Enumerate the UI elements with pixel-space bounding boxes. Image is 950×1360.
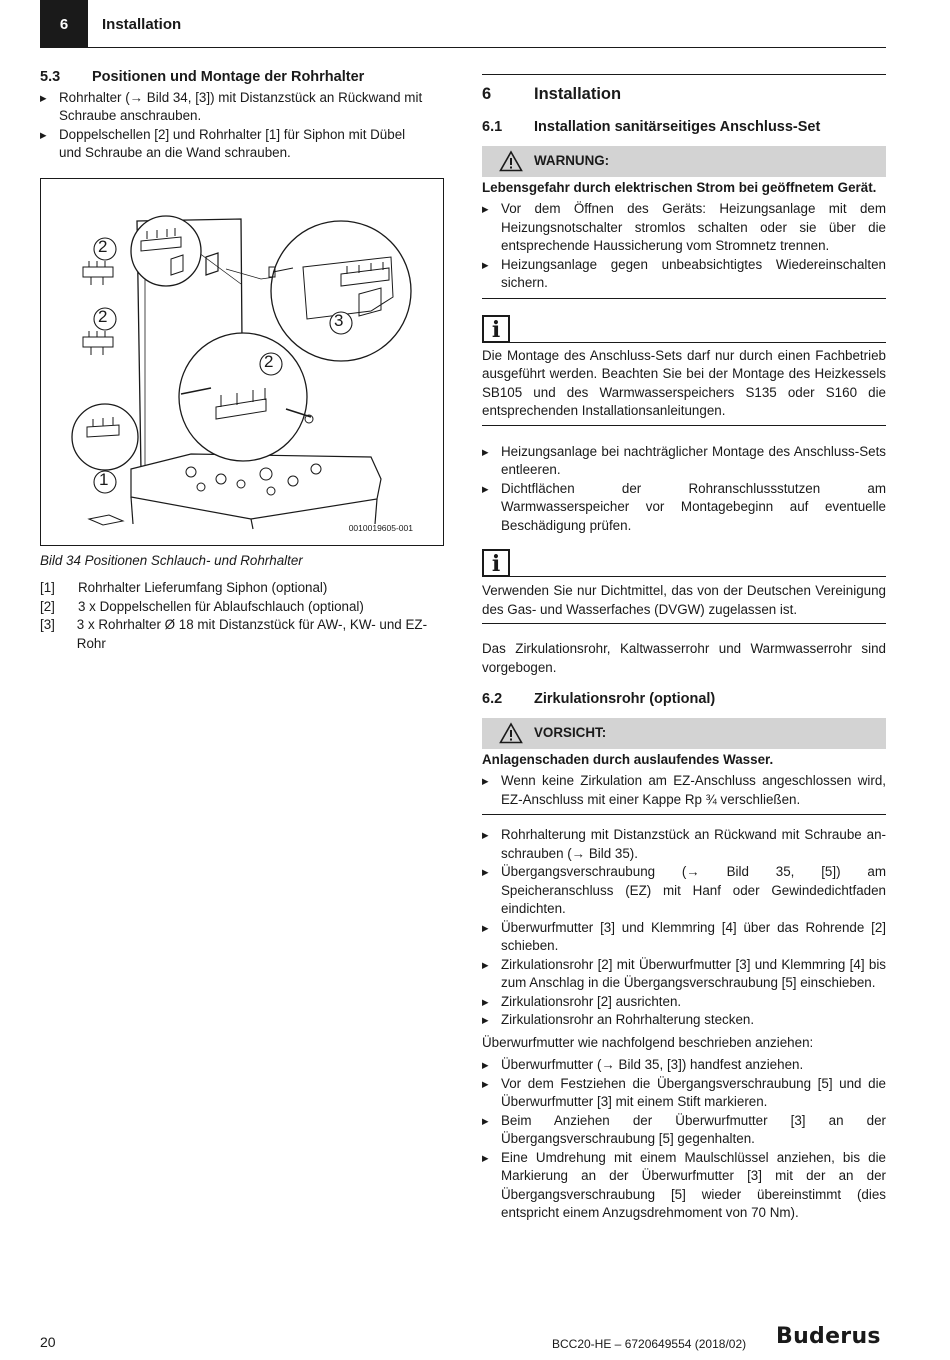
figure-caption: Bild 34 Positionen Schlauch- und Rohrhalter [40,553,303,568]
info-text: Die Montage des Anschluss-Sets darf nur durch einen Fachbetrieb ausgeführt werden. Beachten Sie bei der Montage des Heizkessels SB105 und des Warmwasserspeichers S135 oder S160 die entsprechenden Installationsanleitungen. [482,347,886,418]
caution-bar [482,718,886,749]
section-number: 6.2 [482,691,503,707]
legend-text: 3 x Doppelschellen für Ablaufschlauch (optional) [78,598,364,614]
info-text: Verwenden Sie nur Dichtmittel, das von der Deutschen Vereinigung des Gas- und Wasserfaches (DVGW) zugelassen ist. [482,583,886,617]
legend-key: [3] [40,617,55,632]
list-item: ▶ Beim Anziehen der Überwurfmutter [3] an der Übergangsverschraubung [5] gegenhalten. [482,1112,886,1149]
figure-34 [40,178,444,546]
legend-key: [2] [40,598,55,614]
list-item: ▶ Vor dem Festziehen die Übergangsverschraubung [5] und die Überwurfmutter [3] mit einem Stift markieren. [482,1075,886,1112]
bullet-list [482,826,886,1030]
section-number: 6.1 [482,119,503,135]
section-title: Positionen und Montage der Rohrhalter [92,69,365,85]
callout-1: 1 [99,470,109,489]
legend-row [40,598,444,617]
section-heading-6-2 [482,690,886,709]
warning-headline: Lebensgefahr durch elektrischen Strom bei geöffnetem Gerät. [482,179,877,195]
brand-logo: Buderus [776,1324,881,1349]
callout-2-a: 2 [98,237,108,256]
caution-bullets [482,772,886,809]
section-heading [40,68,424,87]
list-item: ▶ Übergangsverschraubung (→ Bild 35, [5]) am Speicheranschluss (EZ) mit Hanf oder Gewindedichtfaden eindichten. [482,863,886,919]
list-item: ▶ Heizungsanlage gegen unbeabsichtigtes Wiedereinschalten sichern. [482,256,886,293]
list-item: ▶ Rohrhalterung mit Distanzstück an Rückwand mit Schraube anschrauben (→ Bild 35). [482,826,886,863]
paragraph: Das Zirkulationsrohr, Kaltwasserrohr und Warmwasserrohr sind vorgebogen. [482,641,886,675]
legend-text: Rohrhalter Lieferumfang Siphon (optional) [78,580,328,595]
legend-key: [1] [40,580,55,595]
list-item: ▶ Eine Umdrehung mit einem Maulschlüssel anziehen, bis die Markierung an der Überwurfmutter [3] mit der an der Übergangsverschraubung [5] wieder übereinstimmt (dies entspricht einem Anzugsdrehmoment von 70 Nm). [482,1149,886,1223]
callout-2-c: 2 [264,352,274,371]
list-item: ▶ Zirkulationsrohr [2] mit Überwurfmutter [3] und Klemmring [4] bis zum Anschlag in die Übergangsverschraubung [5] einschieben. [482,956,886,993]
callout-3: 3 [334,311,344,330]
installation-illustration [41,179,443,545]
list-item: ▶ Überwurfmutter (→ Bild 35, [3]) handfest anziehen. [482,1056,886,1075]
warning-triangle-icon [499,150,523,172]
callout-2-b: 2 [98,307,108,326]
list-item: ▶ Rohrhalter (→ Bild 34, [3]) mit Distanzstück an Rückwand mit Schraube anschrauben. [40,89,424,126]
info-icon: i [482,315,510,343]
list-item: ▶ Zirkulationsrohr [2] ausrichten. [482,993,886,1012]
section-title: Installation sanitärseitiges Anschluss-Set [534,119,821,135]
warning-triangle-icon [499,722,523,744]
bullet-list [40,89,424,163]
bullet-list [482,1056,886,1223]
paragraph: Überwurfmutter wie nachfolgend beschrieben anziehen: [482,1034,814,1050]
page-number: 20 [40,1334,56,1350]
info-icon: i [482,549,510,577]
list-item: ▶ Zirkulationsrohr an Rohrhalterung stecken. [482,1011,886,1030]
chapter-rule [482,74,886,75]
info-box-1 [482,315,886,345]
info-end-rule [482,425,886,426]
legend-text: 3 x Rohrhalter Ø 18 mit Distanzstück für AW-, KW- und EZ-Rohr [76,617,428,651]
chapter-tab: 6 [40,0,88,48]
caution-end-rule [482,814,886,815]
header-title: Installation [102,16,182,33]
list-item: ▶ Überwurfmutter [3] und Klemmring [4] über das Rohrende [2] schieben. [482,919,886,956]
warning-label: WARNUNG: [534,152,610,168]
section-number: 5.3 [40,69,61,85]
chapter-title: Installation [534,85,622,103]
section-5-3 [40,68,424,163]
legend-row [40,579,444,598]
legend-row [40,616,444,653]
info-rule [510,342,886,343]
right-column [482,84,886,1223]
section-heading-6-1 [482,118,886,137]
info-box-2 [482,549,886,579]
list-item: ▶ Dichtflächen der Rohranschlussstutzen am Warmwasserspeicher vor Montagebeginn auf eventuelle Beschädigung prüfen. [482,480,886,536]
figure-code: 0010019605-001 [348,522,413,533]
info-rule [510,576,886,577]
header-rule [88,47,886,48]
list-item: ▶ Vor dem Öffnen des Geräts: Heizungsanlage mit dem Heizungsnotschalter stromlos schalten oder sie über die entsprechende Haussicherung vom Stromnetz trennen. [482,200,886,256]
list-item: ▶ Wenn keine Zirkulation am EZ-Anschluss angeschlossen wird, EZ-Anschluss mit einer Kappe Rp ¾ verschließen. [482,772,886,809]
figure-legend [40,579,444,653]
section-title: Zirkulationsrohr (optional) [534,691,716,707]
warning-end-rule [482,298,886,299]
list-item: ▶ Doppelschellen [2] und Rohrhalter [1] für Siphon mit Dübel und Schraube an die Wand schrauben. [40,126,424,163]
chapter-number: 6 [482,85,492,103]
bullet-list [482,443,886,536]
info-end-rule [482,623,886,624]
warning-bar [482,146,886,177]
list-item: ▶ Heizungsanlage bei nachträglicher Montage des Anschluss-Sets entleeren. [482,443,886,480]
warning-bullets [482,200,886,293]
chapter-heading [482,84,886,104]
caution-label: VORSICHT: [534,724,607,740]
document-id: BCC20-HE – 6720649554 (2018/02) [552,1337,747,1351]
caution-headline: Anlagenschaden durch auslaufendes Wasser. [482,751,774,767]
